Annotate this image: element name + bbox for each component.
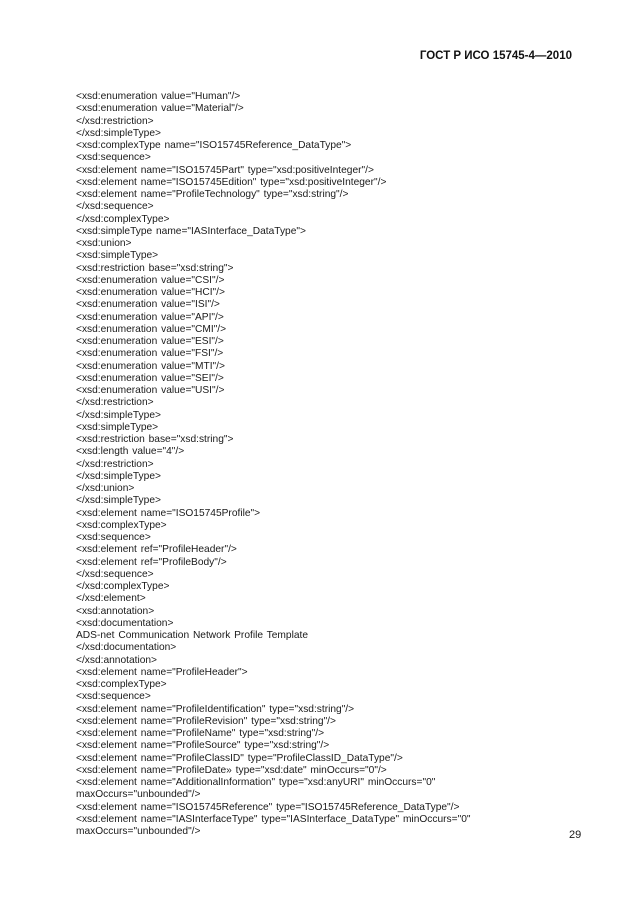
code-line: <xsd:length value="4"/> — [76, 446, 185, 458]
code-line: <xsd:element name="ProfileRevision" type="xsd:string"/> — [76, 715, 336, 727]
code-line: <xsd:simpleType> — [76, 250, 159, 262]
document-header-standard-id: ГОСТ Р ИСО 15745-4—2010 — [419, 50, 572, 62]
code-line: maxOccurs="unbounded"/> — [76, 789, 201, 801]
code-line: <xsd:element name="ProfileHeader"> — [76, 666, 248, 678]
code-line: <xsd:element name="ISO15745Profile"> — [76, 507, 261, 519]
code-line: <xsd:element name="ProfileSource" type="xsd:string"/> — [76, 740, 330, 752]
code-line: maxOccurs="unbounded"/> — [76, 826, 201, 837]
code-line: </xsd:union> — [76, 483, 135, 494]
code-line: <xsd:enumeration value="CSI"/> — [76, 274, 225, 286]
code-line: <xsd:enumeration value="ISI"/> — [76, 299, 220, 311]
code-line: <xsd:sequence> — [76, 532, 151, 543]
code-line: <xsd:element name="ISO15745Reference" type="ISO15745Reference_DataType"/> — [76, 801, 460, 813]
code-line: <xsd:sequence> — [76, 152, 151, 164]
code-line: </xsd:simpleType> — [76, 495, 161, 507]
code-line: </xsd:simpleType> — [76, 127, 161, 139]
code-line: </xsd:sequence> — [76, 201, 154, 213]
code-line: <xsd:complexType> — [76, 679, 167, 690]
code-line: <xsd:element name="ProfileIdentification" type="xsd:string"/> — [76, 703, 355, 715]
code-line: </xsd:simpleType> — [76, 409, 161, 421]
code-line: <xsd:enumeration value="Material"/> — [76, 103, 244, 115]
code-line: <xsd:element name="ProfileClassID" type="ProfileClassID_DataType"/> — [76, 752, 403, 764]
code-line: <xsd:enumeration value="API"/> — [76, 311, 224, 323]
code-line: <xsd:element name="IASInterfaceType" type="IASInterface_DataType" minOccurs="0" — [76, 813, 471, 825]
code-line: <xsd:element name="ISO15745Part" type="xsd:positiveInteger"/> — [76, 164, 374, 176]
code-line: <xsd:enumeration value="CMI"/> — [76, 323, 227, 335]
code-line: </xsd:complexType> — [76, 213, 170, 225]
code-line: <xsd:complexType> — [76, 519, 167, 531]
xsd-code-listing — [76, 91, 576, 838]
code-line: <xsd:enumeration value="SEI"/> — [76, 372, 224, 384]
code-line: <xsd:union> — [76, 238, 132, 249]
code-line: <xsd:element name="AdditionalInformation" type="xsd:anyURI" minOccurs="0" — [76, 777, 436, 788]
code-line: </xsd:restriction> — [76, 397, 154, 409]
code-line: <xsd:simpleType> — [76, 421, 159, 433]
code-line: <xsd:element name="ProfileName" type="xsd:string"/> — [76, 728, 325, 739]
code-line: ADS-net Communication Network Profile Template — [76, 630, 308, 641]
code-line: <xsd:enumeration value="FSI"/> — [76, 348, 224, 360]
code-line: <xsd:restriction base="xsd:string"> — [76, 434, 234, 445]
code-line: </xsd:element> — [76, 593, 146, 605]
code-line: </xsd:annotation> — [76, 654, 157, 666]
code-line: <xsd:complexType name="ISO15745Reference_DataType"> — [76, 140, 352, 151]
code-line: <xsd:element ref="ProfileBody"/> — [76, 556, 227, 568]
code-line: <xsd:restriction base="xsd:string"> — [76, 262, 234, 274]
code-line: </xsd:restriction> — [76, 458, 154, 470]
code-line: <xsd:element name="ISO15745Edition" type="xsd:positiveInteger"/> — [76, 176, 387, 188]
code-line: <xsd:enumeration value="USI"/> — [76, 385, 225, 396]
code-line: <xsd:sequence> — [76, 691, 151, 703]
code-line: <xsd:simpleType name="IASInterface_DataType"> — [76, 225, 306, 237]
code-line: <xsd:enumeration value="HCI"/> — [76, 287, 225, 298]
code-line: </xsd:documentation> — [76, 642, 177, 654]
code-line: <xsd:element ref="ProfileHeader"/> — [76, 544, 237, 556]
code-line: </xsd:sequence> — [76, 568, 154, 580]
code-line: <xsd:enumeration value="ESI"/> — [76, 336, 224, 347]
code-line: <xsd:element name="ProfileTechnology" type="xsd:string"/> — [76, 189, 349, 200]
code-line: <xsd:element name="ProfileDate» type="xsd:date" minOccurs="0"/> — [76, 764, 387, 776]
code-line: <xsd:annotation> — [76, 605, 155, 617]
code-line: </xsd:complexType> — [76, 581, 170, 592]
code-line: <xsd:enumeration value="MTI"/> — [76, 360, 225, 372]
code-line: </xsd:simpleType> — [76, 470, 161, 482]
page-number: 29 — [569, 829, 582, 841]
code-line: <xsd:enumeration value="Human"/> — [76, 91, 241, 102]
code-line: </xsd:restriction> — [76, 115, 154, 127]
code-line: <xsd:documentation> — [76, 617, 174, 629]
